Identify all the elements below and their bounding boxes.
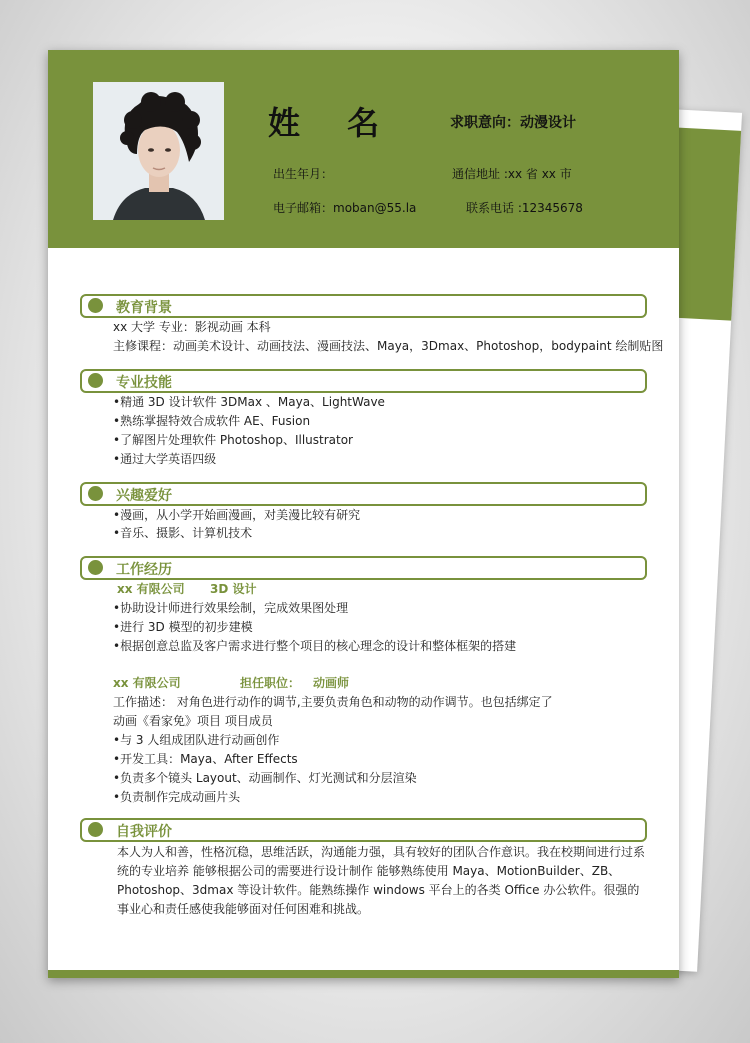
section-work-header: [80, 556, 647, 580]
list-item: •与 3 人组成团队进行动画创作: [113, 733, 280, 747]
section-title: 自我评价: [116, 824, 172, 840]
section-education-header: [80, 294, 647, 318]
section-self-eval-header: [80, 818, 647, 842]
section-title: 兴趣爱好: [116, 488, 172, 504]
email-field: 电子邮箱：moban@55.la: [273, 201, 417, 215]
job2-description: 工作描述： 对角色进行动作的调节,主要负责角色和动物的动作调节。也包括绑定了: [113, 695, 553, 709]
section-marker-icon: [88, 486, 103, 501]
job2-role-label: 担任职位：: [240, 676, 301, 690]
section-marker-icon: [88, 560, 103, 575]
job1-company: xx 有限公司: [117, 582, 185, 596]
job2-role: 动画师: [313, 676, 350, 690]
section-marker-icon: [88, 822, 103, 837]
self-eval-paragraph: 本人为人和善，性格沉稳，思维活跃，沟通能力强，具有较好的团队合作意识。我在校期间进行过系统的专业培养 能够根据公司的需要进行设计制作 能够熟练使用 Maya、MotionBuilder、ZB、Photoshop、3dmax 等设计软件。能熟练操作 windows 平台上的各类 Office 办公软件。很强的事业心和责任感使我能够面对任何困难和挑战。: [117, 845, 646, 916]
portrait-photo: [93, 82, 224, 220]
section-title: 专业技能: [116, 375, 172, 391]
job-intent: 求职意向：动漫设计: [450, 115, 576, 131]
job2-project: 动画《看家免》项目 项目成员: [113, 714, 273, 728]
list-item: •通过大学英语四级: [113, 452, 217, 466]
section-title: 教育背景: [116, 300, 172, 316]
education-courses-line: 主修课程：动画美术设计、动画技法、漫画技法、Maya，3Dmax、Photoshop，bodypaint 绘制贴图: [113, 339, 664, 353]
list-item: •负责多个镜头 Layout、动画制作、灯光测试和分层渲染: [113, 771, 417, 785]
section-marker-icon: [88, 373, 103, 388]
list-item: •漫画，从小学开始画漫画，对美漫比较有研究: [113, 508, 361, 522]
resume-header: [48, 50, 679, 248]
list-item: •协助设计师进行效果绘制，完成效果图处理: [113, 601, 349, 615]
education-school-line: xx 大学 专业：影视动画 本科: [113, 320, 271, 334]
list-item: •开发工具：Maya、After Effects: [113, 752, 298, 766]
job2-company: xx 有限公司: [113, 676, 181, 690]
section-hobbies-header: [80, 482, 647, 506]
footer-bar: [48, 970, 679, 978]
list-item: •精通 3D 设计软件 3DMax 、Maya、LightWave: [113, 395, 385, 409]
job1-role: 3D 设计: [210, 582, 257, 596]
list-item: •音乐、摄影、计算机技术: [113, 526, 253, 540]
section-marker-icon: [88, 298, 103, 313]
section-skills-header: [80, 369, 647, 393]
list-item: •熟练掌握特效合成软件 AE、Fusion: [113, 414, 311, 428]
section-title: 工作经历: [116, 562, 172, 578]
candidate-name: 姓 名: [268, 104, 398, 142]
resume-page: [48, 50, 679, 978]
birth-date-field: 出生年月：: [273, 167, 334, 181]
list-item: •进行 3D 模型的初步建模: [113, 620, 253, 634]
phone-field: 联系电话 :12345678: [466, 201, 583, 215]
address-field: 通信地址 :xx 省 xx 市: [452, 167, 572, 181]
list-item: •了解图片处理软件 Photoshop、Illustrator: [113, 433, 353, 447]
portrait-icon: [93, 82, 224, 220]
list-item: •根据创意总监及客户需求进行整个项目的核心理念的设计和整体框架的搭建: [113, 639, 517, 653]
list-item: •负责制作完成动画片头: [113, 790, 241, 804]
